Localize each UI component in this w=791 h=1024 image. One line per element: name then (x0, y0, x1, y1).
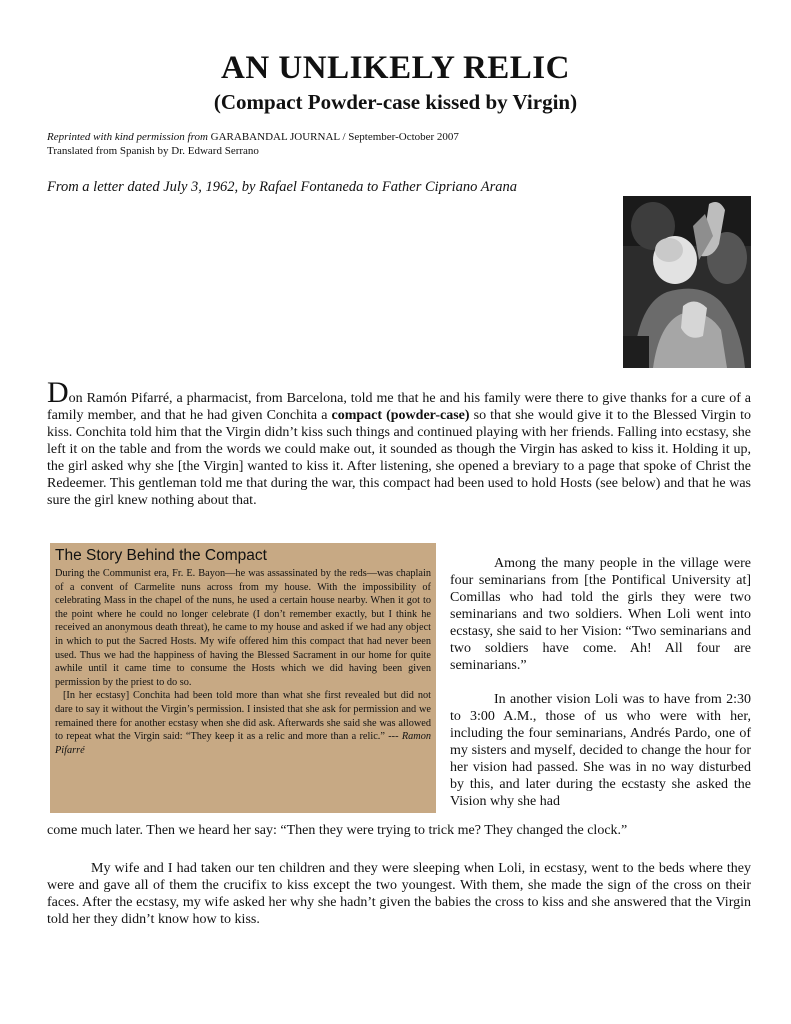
ecstasy-photo-image (623, 196, 751, 368)
seminarians-paragraph: Among the many people in the village were four seminarians from [the Pontifical University at] Comillas who had told the girls they were two seminarians and two soldiers. When Loli went into ecstasy, she said to her Vision: “Two seminarians and two soldiers have come. Ah! All four are seminarians.” (450, 556, 751, 673)
credits (47, 130, 459, 158)
sidebar-signature: --- Ramon Pifarré (55, 731, 431, 756)
reprint-credit (47, 130, 459, 144)
clock-paragraph: In another vision Loli was to have from 2:30 to 3:00 A.M., those of us who were with her, including the four seminarians, Andrés Pardo, one of my sisters and myself, decided to change the hour for her vision had passed. She was in no way disturbed by this, and later during the ecstasty she asked the Vision why she had (450, 692, 751, 809)
intro-text-part2: so that she would give it to the Blessed Virgin to kiss. Conchita told him that the Virgin didn’t kiss such things and continued playing with her friends. Falling into ecstasy, she left it on the table and from the words we could make out, it sounded as though the Virgin has asked to kiss it. Holding it up, the girl asked why she [the Virgin] wanted to kiss it. After listening, she opened a breviary to a page that spoke of Christ the Redeemer. This gentleman told me that during the war, this compact had been used to hold Hosts (see below) and that he was sure the girl knew nothing about that. (47, 408, 751, 508)
intro-text-part1: on Ramón Pifarré, a pharmacist, from Barcelona, told me that he and his family were there to give thanks for a cure of a family member, and that he had given Conchita a (47, 391, 751, 423)
letter-line: From a letter dated July 3, 1962, by Rafael Fontaneda to Father Cipriano Arana (47, 179, 517, 195)
dropcap: D (47, 376, 69, 409)
sidebar-paragraph-2 (55, 689, 431, 757)
children-paragraph: My wife and I had taken our ten children and they were sleeping when Loli, in ecstasy, went to the beds where they were and gave all of them the crucifix to kiss except the two youngest. With them, she made the sign of the cross on their faces. After the ecstasy, my wife asked her why she hadn’t given the babies the cross to kiss and she answered that the Virgin told her they didn’t know how to kiss. (47, 861, 751, 927)
clock-paragraph-continued: come much later. Then we heard her say: “Then they were trying to trick me? They changed the clock.” (47, 823, 628, 838)
page-title: AN UNLIKELY RELIC (221, 50, 570, 86)
story-sidebar (50, 543, 436, 813)
ecstasy-photo (623, 196, 751, 368)
intro-paragraph (47, 376, 751, 509)
reprint-source: GARABANDAL JOURNAL / September-October 2007 (207, 131, 459, 143)
sidebar-paragraph-2-text: [In her ecstasy] Conchita had been told more than what she first revealed but did not dare to say it without the Virgin’s permission. I insisted that she ask for permission and we remained there for another ecstasy when she did ask. Afterwards she said she was allowed to repeat what the Virgin said: “They keep it as a relic and more than a relic.” (55, 690, 431, 743)
sidebar-title: The Story Behind the Compact (55, 547, 267, 564)
sidebar-paragraph-1: During the Communist era, Fr. E. Bayon—he was assassinated by the reds—was chaplain of a convent of Carmelite nuns across from my house. With the impossibility of celebrating Mass in the chapel of the nuns, he used a certain house nearby. When it got to the point where he could no longer celebrate (I don’t remember exactly, but I think he received an anonymous death threat), he came to my house and asked if we had any object in which to put the Sacred Hosts. My wife offered him this compact that had never been used. Thus we had the happiness of having the Blessed Sacrament in our home for quite awhile until it came time to consume the Hosts which we did having been given permission by the priest to do so. (55, 568, 431, 688)
translation-credit: Translated from Spanish by Dr. Edward Serrano (47, 145, 259, 157)
page-subtitle: (Compact Powder-case kissed by Virgin) (213, 90, 578, 114)
reprint-prefix: Reprinted with kind permission from (47, 131, 208, 143)
right-column (450, 555, 751, 810)
intro-bold-term: compact (powder-case) (331, 408, 470, 423)
